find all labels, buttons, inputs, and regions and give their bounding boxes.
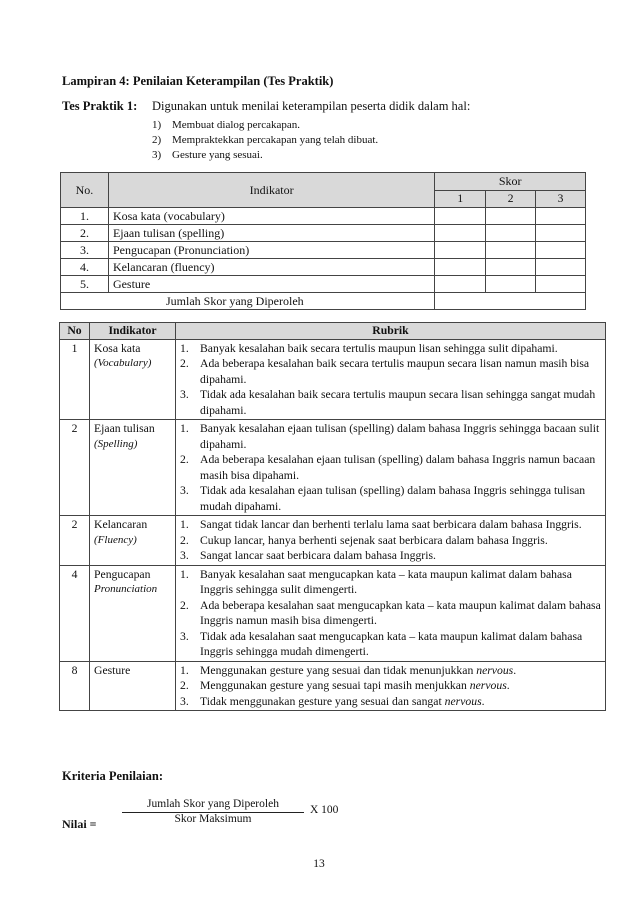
score-cell[interactable] xyxy=(435,276,486,293)
col-header-skor: Skor xyxy=(435,173,586,191)
col-header-indikator: Indikator xyxy=(108,173,434,208)
total-row: Jumlah Skor yang Diperoleh xyxy=(61,293,586,310)
table-row: 1. Kosa kata (vocabulary) xyxy=(61,208,586,225)
score-cell[interactable] xyxy=(536,225,586,242)
formula-denominator: Skor Maksimum xyxy=(174,813,252,825)
table-row: 8 Gesture 1. Menggunakan gesture yang sesuai dan tidak menunjukkan nervous. 2. Menggunakan gesture yang sesuai tapi masih menjukkan nervous. 3. Tidak menggunakan gesture yang sesuai dan sangat nervous. xyxy=(60,661,606,711)
page-title: Lampiran 4: Penilaian Keterampilan (Tes Praktik) xyxy=(62,74,334,88)
table-row: 3. Pengucapan (Pronunciation) xyxy=(61,242,586,259)
table-row: 5. Gesture xyxy=(61,276,586,293)
table-row: 1 Kosa kata (Vocabulary) 1. Banyak kesalahan baik secara tertulis maupun lisan sehingga sulit dipahami. 2. Ada beberapa kesalahan baik secara tertulis maupun secara lisan namun masih bisa dipahami. 3. Tidak ada kesalahan baik secara tertulis maupun secara lisan sehingga sangat mudah dipahami. xyxy=(60,339,606,420)
tes-praktik-list xyxy=(152,118,378,163)
col-header-skor-2: 2 xyxy=(486,191,536,208)
col-header-indikator: Indikator xyxy=(90,323,176,340)
col-header-rubrik: Rubrik xyxy=(176,323,606,340)
skor-table xyxy=(60,172,586,310)
score-cell[interactable] xyxy=(486,259,536,276)
nilai-label: Nilai = xyxy=(62,817,97,831)
table-row: 4. Kelancaran (fluency) xyxy=(61,259,586,276)
formula-multiplier: X 100 xyxy=(310,804,339,816)
table-row: 2 Kelancaran (Fluency) 1. Sangat tidak lancar dan berhenti terlalu lama saat berbicara dalam bahasa Inggris. 2. Cukup lancar, hanya berhenti sejenak saat berbicara dalam bahasa Inggris. 3. Sangat lancar saat berbicara dalam bahasa Inggris. xyxy=(60,516,606,566)
score-cell[interactable] xyxy=(486,276,536,293)
table-row: 2 Ejaan tulisan (Spelling) 1. Banyak kesalahan ejaan tulisan (spelling) dalam bahasa Inggris sehingga bacaan sulit dipahami. 2. Ada beberapa kesalahan ejaan tulisan (spelling) dalam bahasa Inggris namun bacaan masih bisa dipahami. 3. Tidak ada kesalahan ejaan tulisan (spelling) dalam bahasa Inggris sehingga tulisan mudah dipahami. xyxy=(60,420,606,516)
tes-praktik-label: Tes Praktik 1: xyxy=(62,99,138,113)
tes-praktik-description: Digunakan untuk menilai keterampilan peserta didik dalam hal: xyxy=(152,99,471,113)
score-cell[interactable] xyxy=(536,276,586,293)
rubrik-table xyxy=(59,322,606,711)
list-item: 2) Mempraktekkan percakapan yang telah dibuat. xyxy=(152,134,379,146)
score-cell[interactable] xyxy=(435,242,486,259)
score-cell[interactable] xyxy=(435,259,486,276)
kriteria-heading: Kriteria Penilaian: xyxy=(62,769,164,783)
col-header-skor-3: 3 xyxy=(536,191,586,208)
col-header-no: No. xyxy=(61,173,109,208)
score-cell[interactable] xyxy=(435,208,486,225)
total-score-cell[interactable] xyxy=(435,293,586,310)
table-row: 4 Pengucapan Pronunciation 1. Banyak kesalahan saat mengucapkan kata – kata maupun kalimat dalam bahasa Inggris sehingga sulit dimengerti. 2. Ada beberapa kesalahan saat mengucapkan kata – kata maupun kalimat dalam bahasa Inggris namun masih bisa dimengerti. 3. Tidak ada kesalahan saat mengucapkan kata – kata maupun kalimat dalam bahasa Inggris sehingga mudah dimengerti. xyxy=(60,565,606,661)
list-item: 1) Membuat dialog percakapan. xyxy=(152,119,300,131)
score-cell[interactable] xyxy=(536,208,586,225)
col-header-skor-1: 1 xyxy=(435,191,486,208)
page-number: 13 xyxy=(313,858,325,870)
score-cell[interactable] xyxy=(486,242,536,259)
table-row: 2. Ejaan tulisan (spelling) xyxy=(61,225,586,242)
score-cell[interactable] xyxy=(486,208,536,225)
col-header-no: No xyxy=(60,323,90,340)
score-cell[interactable] xyxy=(536,259,586,276)
score-cell[interactable] xyxy=(435,225,486,242)
score-cell[interactable] xyxy=(536,242,586,259)
formula-numerator: Jumlah Skor yang Diperoleh xyxy=(147,798,279,810)
list-item: 3) Gesture yang sesuai. xyxy=(152,149,263,161)
score-cell[interactable] xyxy=(486,225,536,242)
